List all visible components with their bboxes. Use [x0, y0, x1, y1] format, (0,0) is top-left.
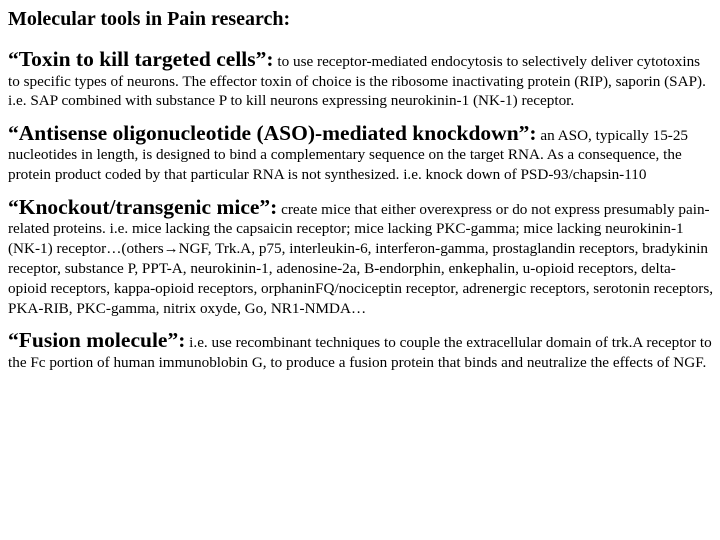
section-knockout-body-before-arrow: presumably pain-related proteins. i.e. mice lacking the capsaicin receptor; mice lacking PKC-gamma; mice lacking neurokinin-1 (NK-1) receptor…(others — [8, 200, 710, 257]
page-title: Molecular tools in Pain research: — [8, 8, 291, 30]
section-fusion-text — [8, 328, 714, 372]
section-knockout-heading: “Knockout/transgenic mice”: — [8, 194, 278, 219]
section-antisense-text — [8, 120, 714, 185]
section-fusion — [8, 328, 714, 372]
section-knockout-text — [8, 194, 714, 319]
section-antisense — [8, 120, 714, 185]
section-antisense-intro: an ASO, — [536, 126, 592, 144]
section-toxin-intro: to use receptor-mediated endocytosis to selectively — [273, 53, 588, 70]
slide-content — [8, 6, 714, 385]
section-antisense-heading: “Antisense oligonucleotide (ASO)-mediated knockdown”: — [8, 120, 537, 145]
arrow-right-icon: → — [163, 240, 179, 257]
section-toxin-body: deliver cytotoxins to specific types of neurons. The effector toxin of choice is the ribosome inactivating protein (RIP), saporin (SAP). i.e. SAP combined with substance P to kill neurons expressing neurokinin-1 (NK-1) receptor. — [8, 53, 706, 110]
section-fusion-intro: i.e. use recombinant techniques to couple the extracellular domain of — [185, 334, 608, 352]
section-knockout-intro: create mice that either overexpress or do not express — [277, 200, 600, 218]
section-knockout — [8, 194, 714, 319]
section-fusion-heading: “Fusion molecule”: — [8, 328, 186, 353]
section-fusion-body: trk.A receptor to the Fc portion of human immunoblobin G, to produce a fusion protein that binds and neutralize the effects of NGF. — [8, 334, 712, 371]
section-toxin — [8, 47, 714, 111]
section-toxin-text — [8, 47, 714, 111]
section-antisense-body: typically 15-25 nucleotides in length, is designed to bind a complementary sequence on the target RNA. As a consequence, the protein product coded by that particular RNA is not synthesized. i.e. knock down of PSD-93/chapsin-110 — [8, 126, 689, 183]
section-toxin-heading: “Toxin to kill targeted cells”: — [8, 47, 274, 71]
section-knockout-body-after-arrow: NGF, Trk.A, p75, interleukin-6, interferon-gamma, prostaglandin receptors, bradykinin receptor, substance P, PPT-A, neurokinin-1, adenosine-2a, B-endorphin, enkephalin, u-opioid receptors, delta-opioid receptors, kappa-opioid receptors, orphaninFQ/nociceptin receptor, adrenergic receptors, serotonin receptors, PKA-RIB, PKC-gamma, nitrix oxyde, Go, NR1-NMDA… — [8, 239, 714, 317]
